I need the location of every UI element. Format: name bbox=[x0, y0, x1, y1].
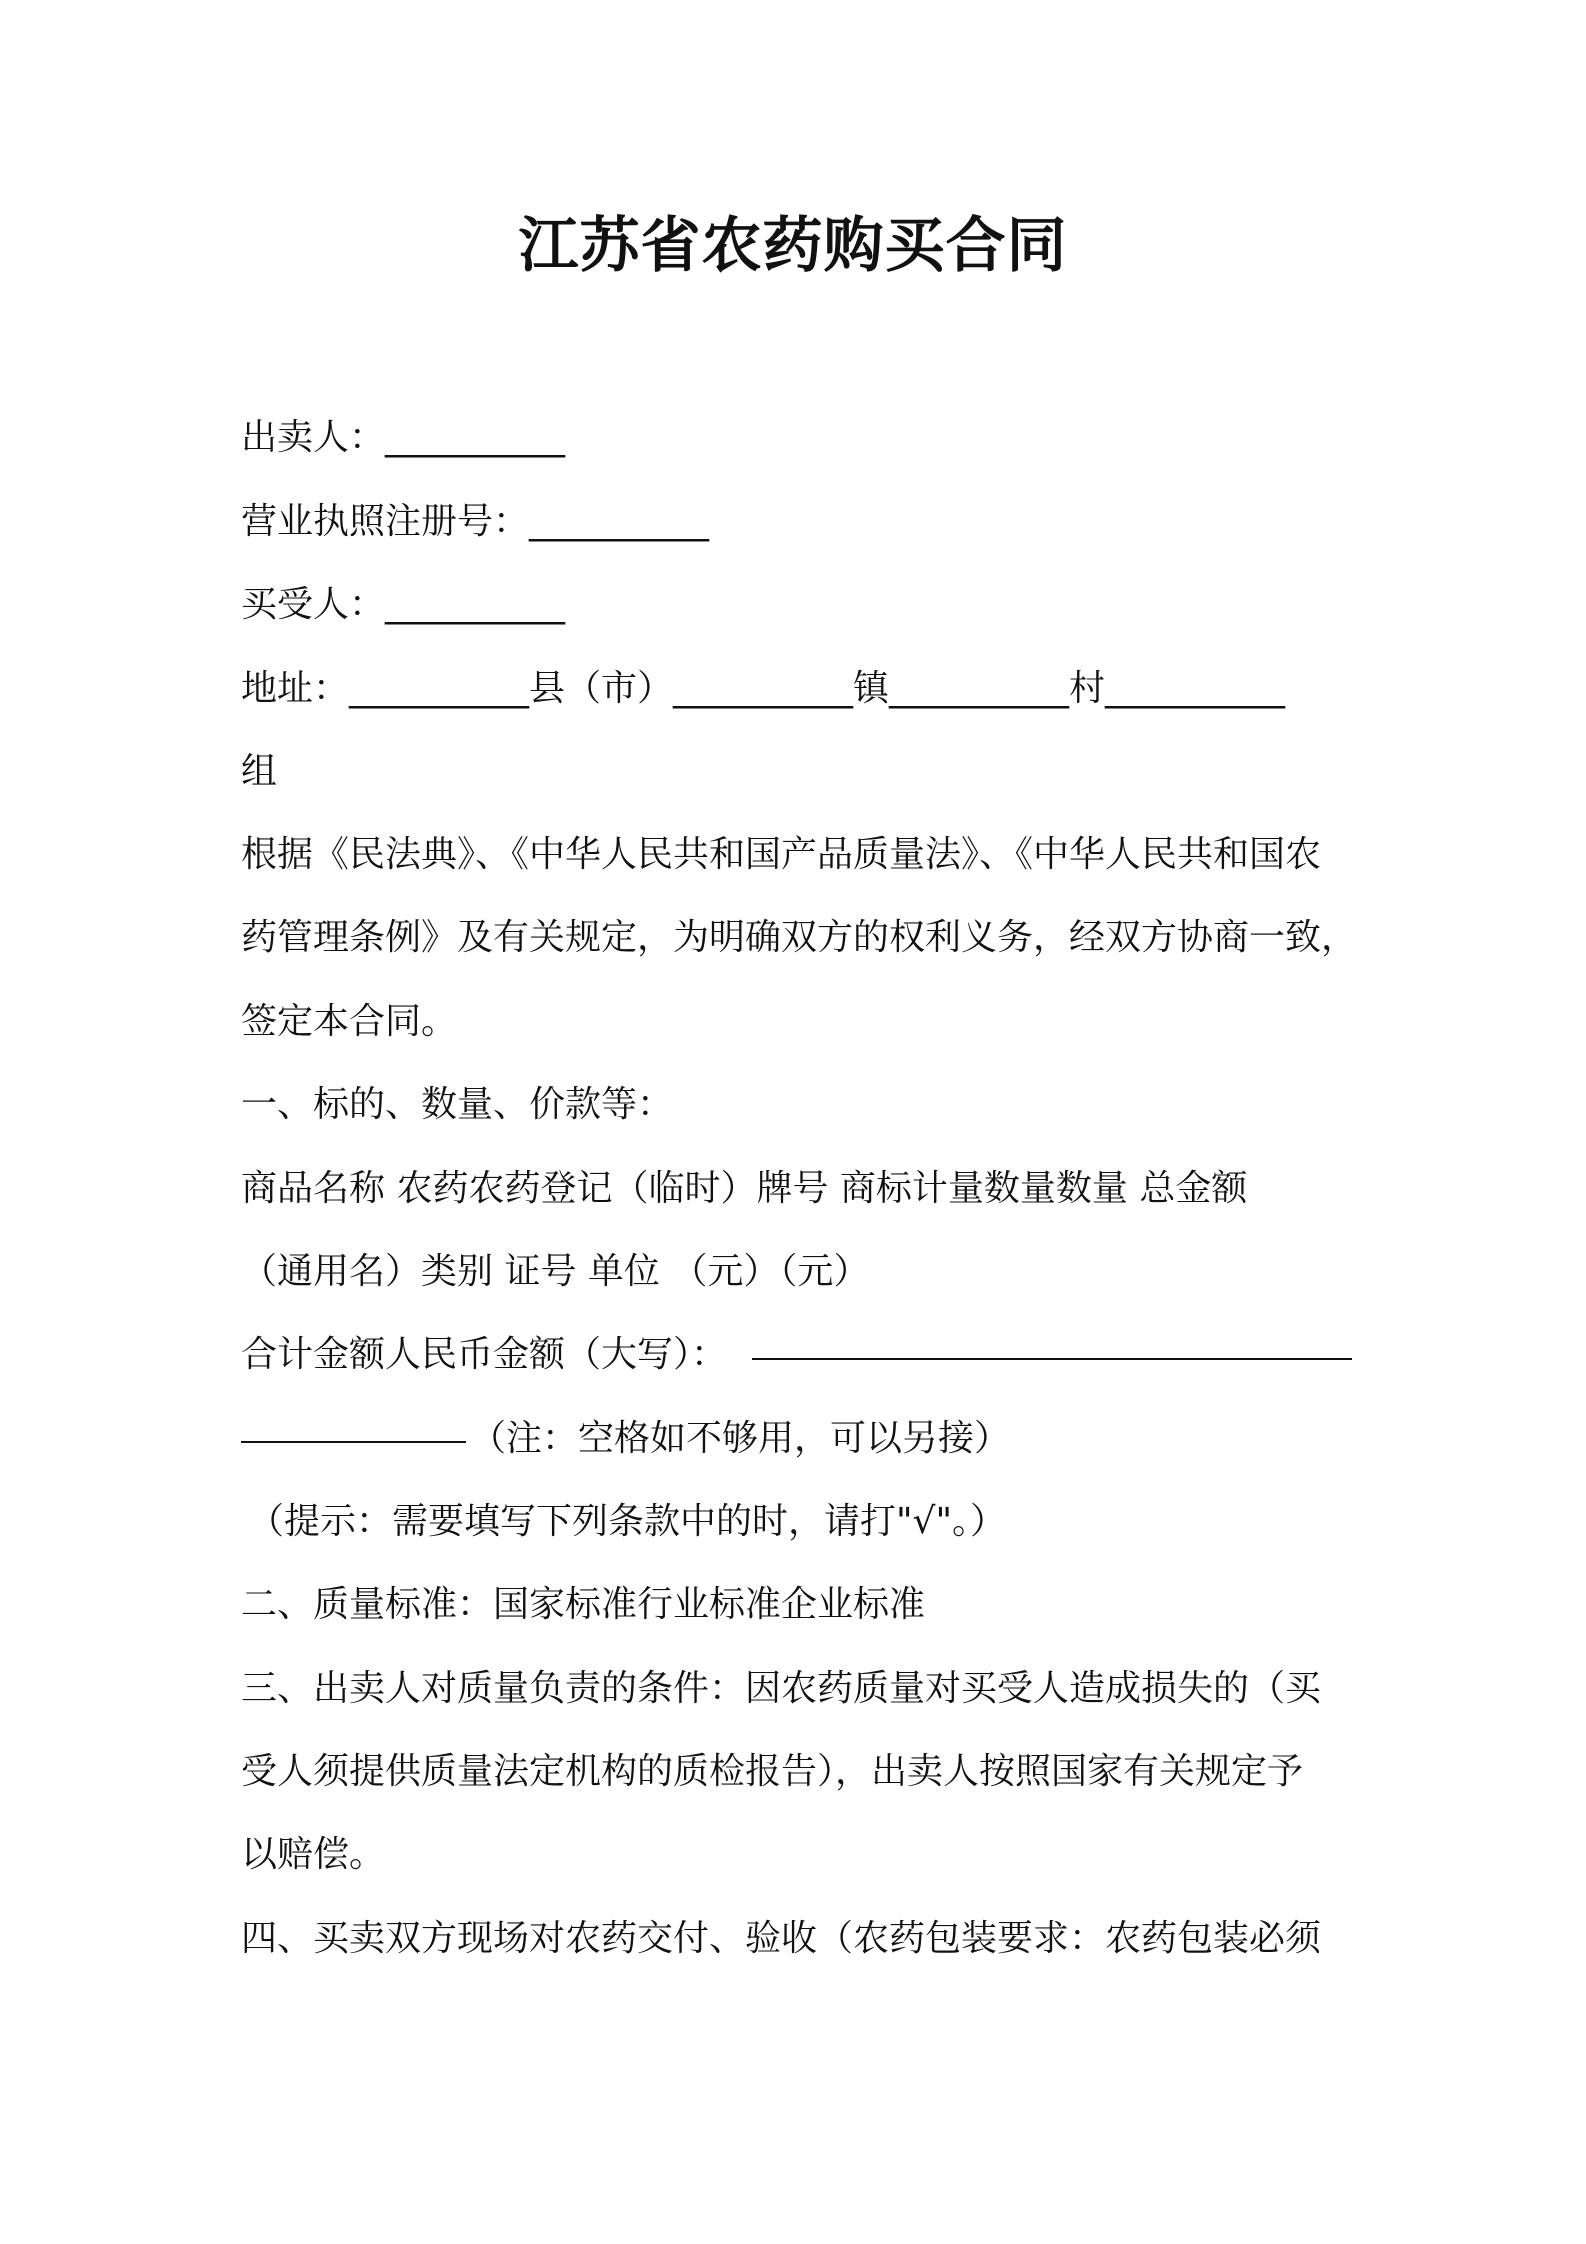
total-amount-blank-line-cont bbox=[241, 1441, 466, 1443]
page-title: 江苏省农药购买合同 bbox=[518, 211, 1068, 281]
seller-line: 出卖人：__________ bbox=[241, 417, 566, 458]
preamble-line-2: 药管理条例》及有关规定，为明确双方的权利义务，经双方协商一致， bbox=[241, 917, 1358, 958]
preamble-line-3: 签定本合同。 bbox=[241, 1001, 458, 1042]
total-amount-label: 合计金额人民币金额（大写）： bbox=[241, 1334, 728, 1375]
section-4-line-1: 四、买卖双方现场对农药交付、验收（农药包装要求：农药包装必须 bbox=[241, 1918, 1322, 1959]
note-extra-space: （注：空格如不够用，可以另接） bbox=[470, 1418, 1011, 1459]
table-header-row-2: （通用名）类别 证号 单位 （元）（元） bbox=[241, 1251, 870, 1292]
section-2-quality-standard: 二、质量标准：国家标准行业标准企业标准 bbox=[241, 1584, 926, 1625]
total-amount-blank-line bbox=[752, 1358, 1352, 1360]
section-3-line-3: 以赔偿。 bbox=[241, 1834, 386, 1875]
address-line-cont: 组 bbox=[241, 751, 278, 792]
hint-checkmark: （提示：需要填写下列条款中的时，请打"√"。） bbox=[248, 1501, 1007, 1542]
table-header-row-1: 商品名称 农药农药登记（临时）牌号 商标计量数量数量 总金额 bbox=[241, 1168, 1248, 1209]
preamble-line-1: 根据《民法典》、《中华人民共和国产品质量法》、《中华人民共和国农 bbox=[241, 834, 1322, 875]
license-number-line: 营业执照注册号：__________ bbox=[241, 501, 710, 542]
section-3-line-1: 三、出卖人对质量负责的条件：因农药质量对买受人造成损失的（买 bbox=[241, 1668, 1322, 1709]
section-3-line-2: 受人须提供质量法定机构的质检报告），出卖人按照国家有关规定予 bbox=[241, 1751, 1304, 1792]
section-1-heading: 一、标的、数量、价款等： bbox=[241, 1084, 674, 1125]
address-line: 地址：__________县（市）__________镇__________村__________ bbox=[241, 668, 1286, 709]
buyer-line: 买受人：__________ bbox=[241, 584, 566, 625]
